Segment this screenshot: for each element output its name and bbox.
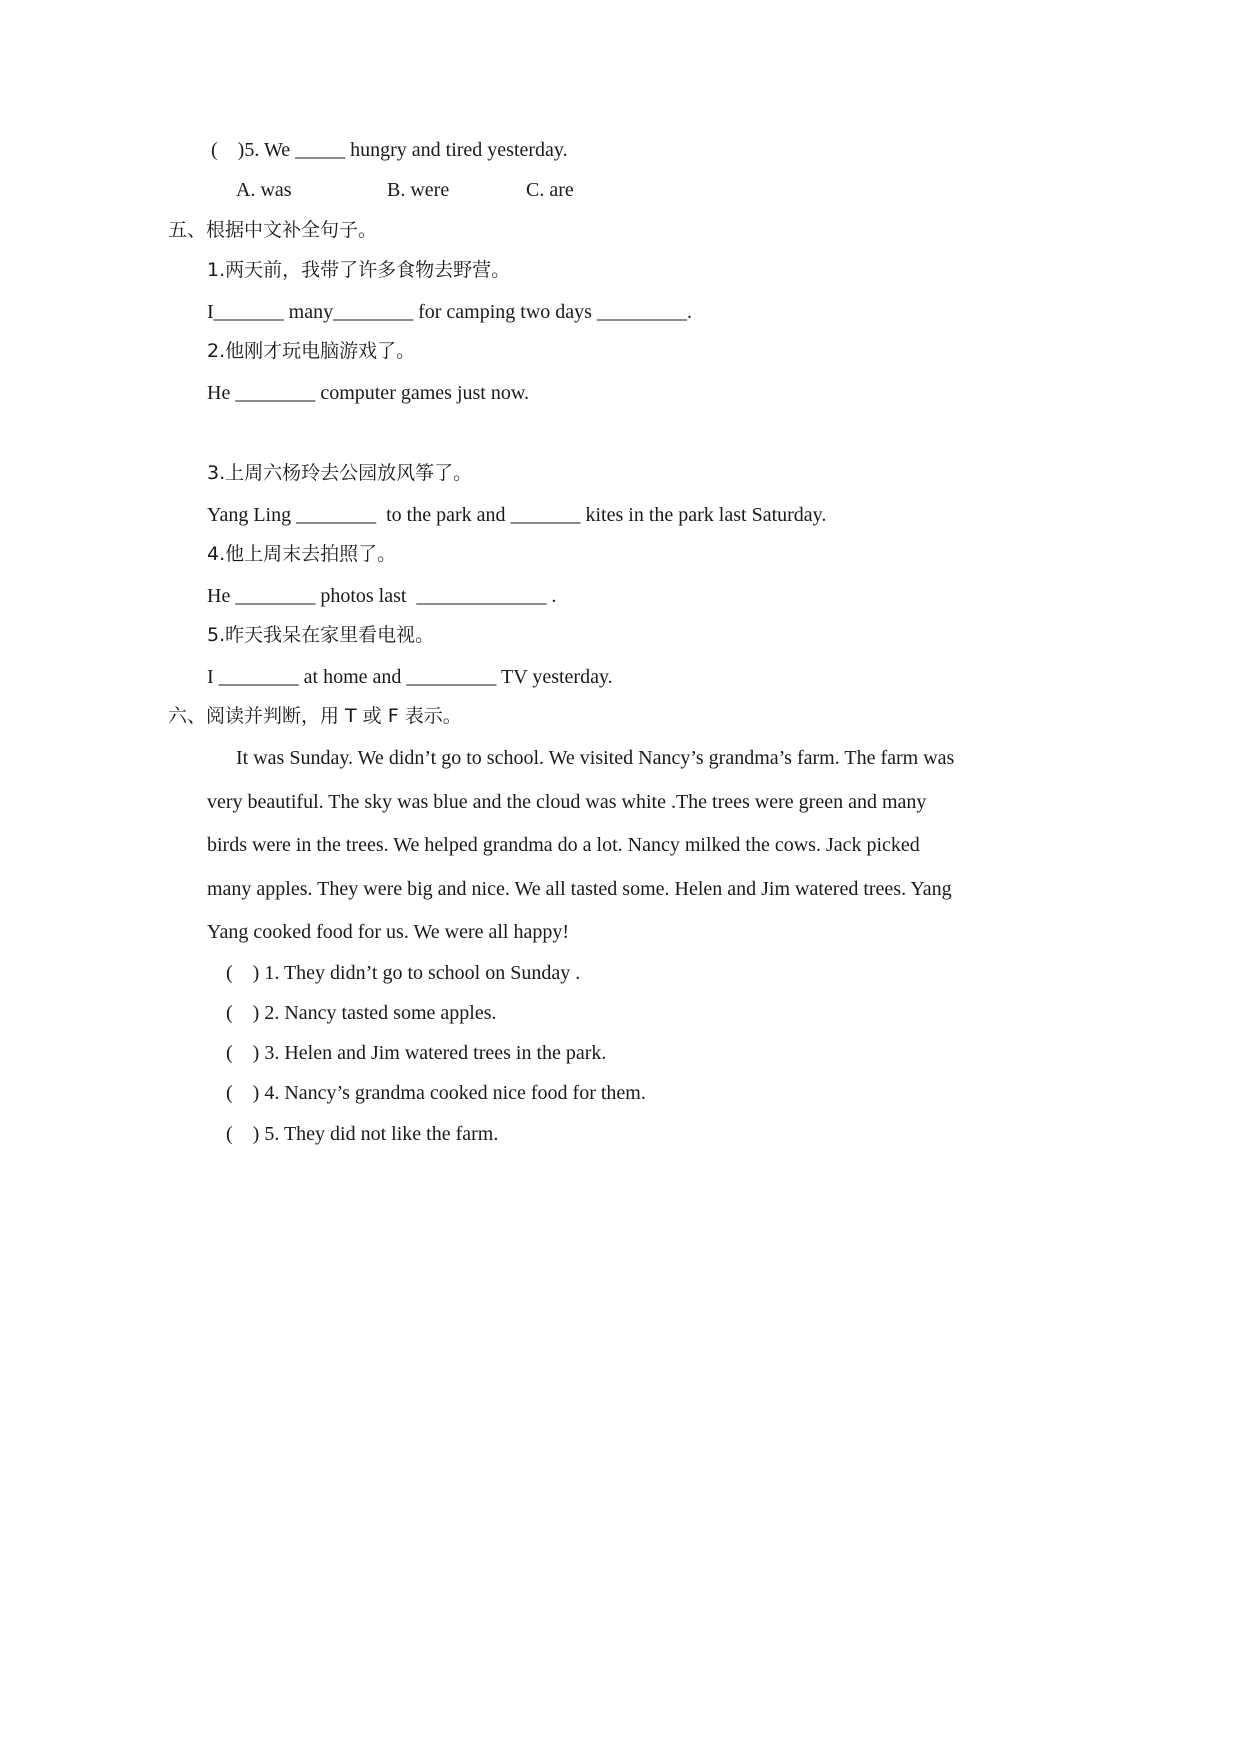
passage-line: many apples. They were big and nice. We all tasted some. Helen and Jim watered trees. Yang: [207, 878, 952, 900]
section-6-heading: 六、阅读并判断，用 T 或 F 表示。: [168, 705, 462, 727]
judgement-question-4: ( ) 4. Nancy’s grandma cooked nice food for them.: [226, 1082, 646, 1104]
passage-line: Yang cooked food for us. We were all happy!: [207, 921, 570, 943]
judgement-question-5: ( ) 5. They did not like the farm.: [226, 1123, 499, 1145]
judgement-question-2: ( ) 2. Nancy tasted some apples.: [226, 1002, 497, 1024]
option-a: A. was: [236, 179, 292, 201]
passage-line: birds were in the trees. We helped grandma do a lot. Nancy milked the cows. Jack picked: [207, 834, 920, 856]
section-5-heading: 五、根据中文补全句子。: [168, 219, 378, 241]
passage-line: very beautiful. The sky was blue and the cloud was white .The trees were green and many: [207, 791, 927, 813]
option-b: B. were: [387, 179, 450, 201]
item-3-english: Yang Ling ________ to the park and _______ kites in the park last Saturday.: [207, 504, 827, 526]
question-5-stem: ( )5. We _____ hungry and tired yesterday.: [211, 139, 568, 161]
judgement-question-1: ( ) 1. They didn’t go to school on Sunday .: [226, 962, 581, 984]
item-1-chinese: 1.两天前，我带了许多食物去野营。: [207, 259, 511, 281]
item-2-chinese: 2.他刚才玩电脑游戏了。: [207, 340, 416, 362]
item-4-chinese: 4.他上周末去拍照了。: [207, 543, 397, 565]
passage-line: It was Sunday. We didn’t go to school. We visited Nancy’s grandma’s farm. The farm was: [236, 747, 955, 769]
option-c: C. are: [526, 179, 574, 201]
item-5-chinese: 5.昨天我呆在家里看电视。: [207, 624, 435, 646]
item-5-english: I ________ at home and _________ TV yesterday.: [207, 666, 613, 688]
item-3-chinese: 3.上周六杨玲去公园放风筝了。: [207, 462, 473, 484]
judgement-question-3: ( ) 3. Helen and Jim watered trees in the park.: [226, 1042, 607, 1064]
item-1-english: I_______ many________ for camping two days _________.: [207, 301, 692, 323]
item-4-english: He ________ photos last _____________ .: [207, 585, 557, 607]
item-2-english: He ________ computer games just now.: [207, 382, 529, 404]
